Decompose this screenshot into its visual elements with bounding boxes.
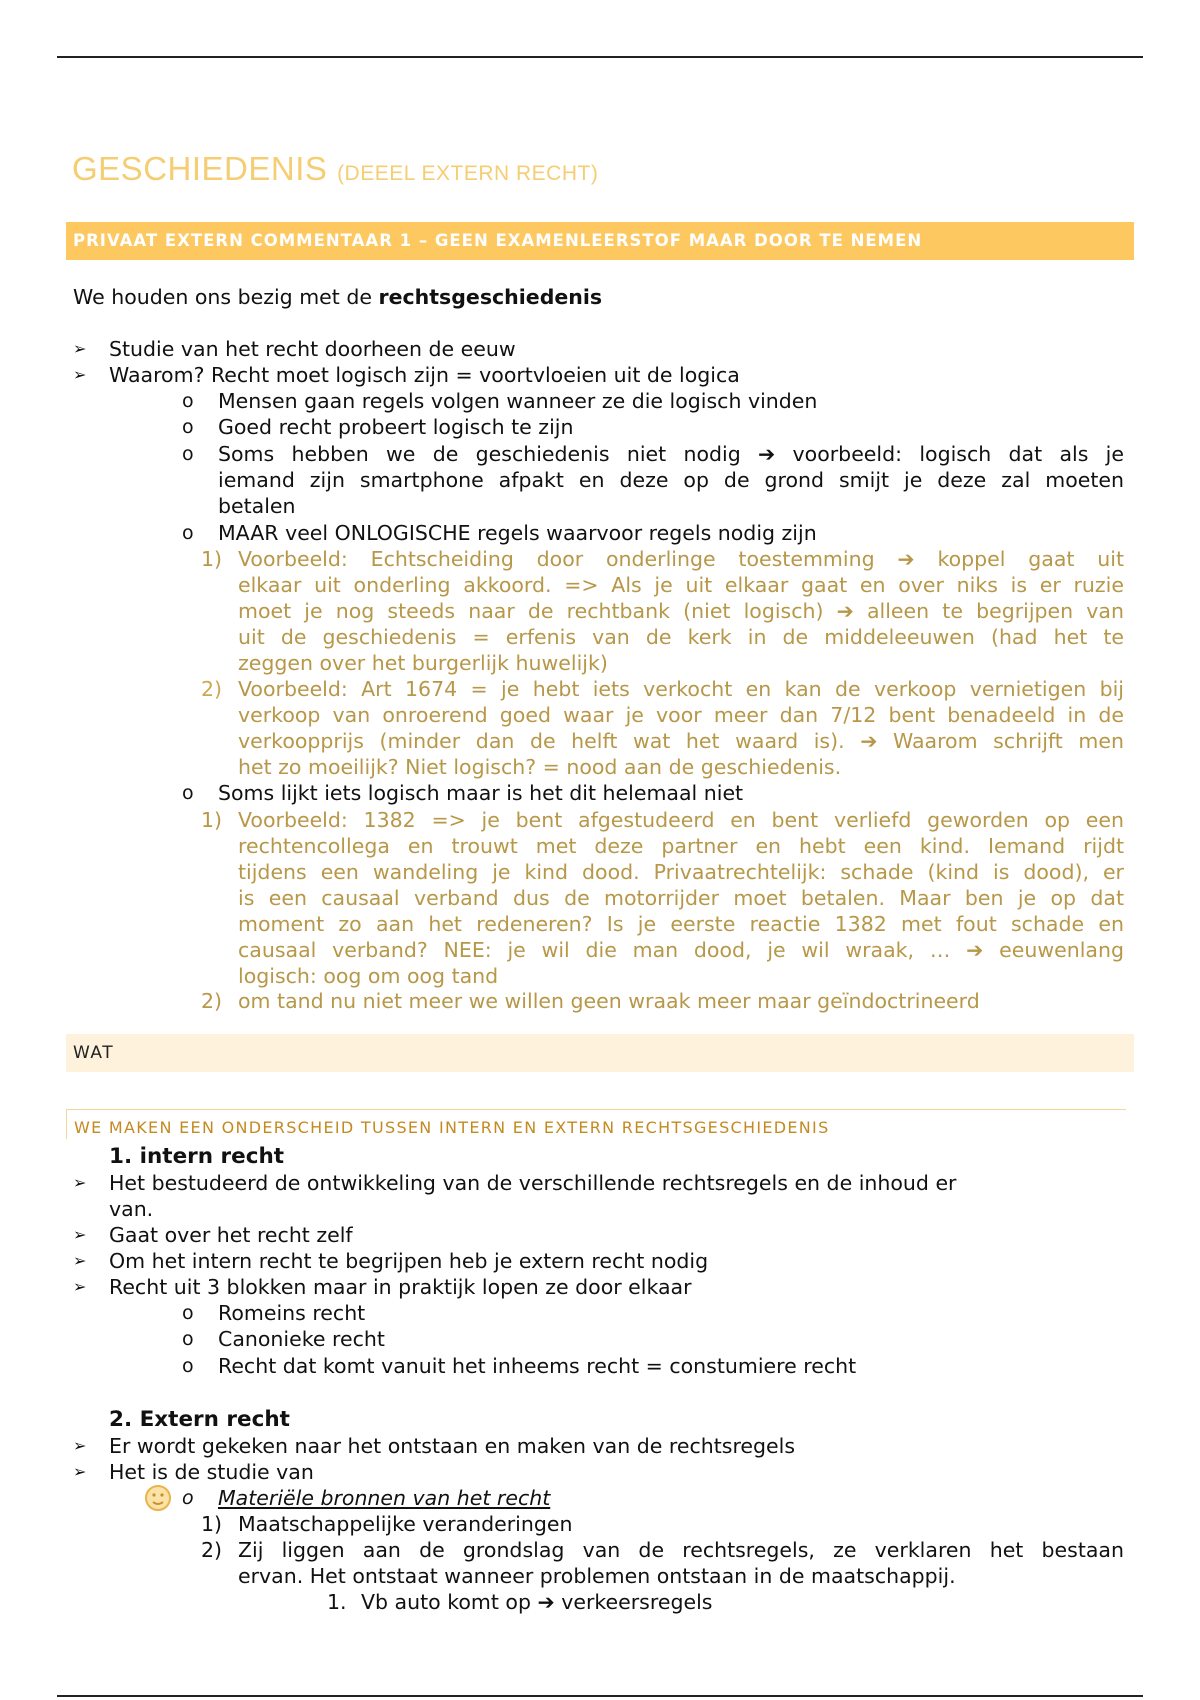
sub-bullet-icon: o [182,443,194,465]
list-item: Canonieke recht [218,1327,385,1351]
example-text: rechtencollega en trouwt met deze partner en hebt een kind. Iemand rijdt [238,834,1124,858]
list-item: Recht dat komt vanuit het inheems recht = constumiere recht [218,1354,857,1378]
arrow-icon: ➔ [836,599,854,623]
sub-bullet-icon: o [182,1487,194,1509]
example-text: moet je nog steeds naar de rechtbank (niet logisch) ➔ alleen te begrijpen van [238,599,1124,623]
list-item: Mensen gaan regels volgen wanneer ze die logisch vinden [218,389,818,413]
arrow-icon: ➔ [897,547,915,571]
bullet-icon: ➢ [73,1277,87,1296]
list-item: Soms lijkt iets logisch maar is het dit helemaal niet [218,781,744,805]
bullet-icon: ➢ [73,1251,87,1270]
example-text: Voorbeeld: 1382 => je bent afgestudeerd en bent verliefd geworden op een [238,808,1124,832]
list-item: Om het intern recht te begrijpen heb je extern recht nodig [109,1249,709,1273]
list-item: Romeins recht [218,1301,366,1325]
list-number: 1. [327,1590,347,1614]
example-text: Voorbeeld: Echtscheiding door onderlinge toestemming ➔ koppel gaat uit [238,547,1124,571]
sub-bullet-icon: o [182,782,194,804]
bottom-rule [57,1695,1143,1697]
sub-bullet-icon: o [182,416,194,438]
example-text: verkoopprijs (minder dan de helft wat het waard is). ➔ Waarom schrijft men [238,729,1124,753]
example-text: verkoop van onroerend goed waar je voor meer dan 7/12 bent benadeeld in de [238,703,1124,727]
page-title: GESCHIEDENIS (DEEEL EXTERN RECHT) [72,150,599,187]
example-text: logisch: oog om oog tand [238,964,499,988]
extern-heading: 2. Extern recht [109,1407,290,1432]
top-rule [57,56,1143,58]
bullet-icon: ➢ [73,1462,87,1481]
list-item: Er wordt gekeken naar het ontstaan en maken van de rechtsregels [109,1434,796,1458]
arrow-icon: ➔ [860,729,878,753]
sub-bullet-icon: o [182,1328,194,1350]
example-text: het zo moeilijk? Niet logisch? = nood aan de geschiedenis. [238,755,842,779]
list-item: Zij liggen aan de grondslag van de rechtsregels, ze verklaren het bestaan [238,1538,1124,1562]
bullet-icon: ➢ [73,1436,87,1455]
list-item: Studie van het recht doorheen de eeuw [109,337,516,361]
example-text: is een causaal verband dus de motorrijder moet betalen. Maar ben je op dat [238,886,1124,910]
section-heading-wat: WAT [66,1034,1134,1072]
list-item: Vb auto komt op ➔ verkeersregels [361,1590,713,1614]
list-number: 1) [201,808,223,832]
page-subtitle: (DEEEL EXTERN RECHT) [337,162,599,185]
list-item-continued: betalen [218,494,296,518]
list-item: Het bestudeerd de ontwikkeling van de verschillende rechtsregels en de inhoud er [109,1171,957,1195]
list-item: Waarom? Recht moet logisch zijn = voortvloeien uit de logica [109,363,740,387]
sub-bullet-icon: o [182,522,194,544]
list-item: Het is de studie van [109,1460,314,1484]
list-item-continued: van. [109,1197,154,1221]
example-text: causaal verband? NEE: je wil die man dood, je wil wraak, … ➔ eeuwenlang [238,938,1124,962]
example-text: om tand nu niet meer we willen geen wraak meer maar geïndoctrineerd [238,989,980,1013]
list-item-continued: ervan. Het ontstaat wanneer problemen ontstaan in de maatschappij. [238,1564,956,1588]
list-number: 2) [201,1538,223,1562]
smiley-comment-icon[interactable] [144,1483,172,1513]
bullet-icon: ➢ [73,365,87,384]
bullet-icon: ➢ [73,1225,87,1244]
example-text: Voorbeeld: Art 1674 = je hebt iets verkocht en kan de verkoop vernietigen bij [238,677,1124,701]
list-item: Gaat over het recht zelf [109,1223,353,1247]
list-item: Maatschappelijke veranderingen [238,1512,573,1536]
intro-paragraph: We houden ons bezig met de rechtsgeschiedenis [73,285,603,309]
sub-bullet-icon: o [182,390,194,412]
bullet-icon: ➢ [73,339,87,358]
arrow-icon: ➔ [537,1590,555,1614]
sub-bullet-icon: o [182,1355,194,1377]
list-number: 1) [201,547,223,571]
list-item: Recht uit 3 blokken maar in praktijk lopen ze door elkaar [109,1275,692,1299]
list-item: Materiële bronnen van het recht [218,1486,551,1510]
example-text: tijdens een wandeling je kind dood. Privaatrechtelijk: schade (kind is dood), er [238,860,1124,884]
example-text: elkaar uit onderling akkoord. => Als je uit elkaar gaat en over niks is er ruzie [238,573,1124,597]
bullet-icon: ➢ [73,1173,87,1192]
intern-heading: 1. intern recht [109,1144,285,1169]
list-item: Goed recht probeert logisch te zijn [218,415,574,439]
section-heading-main: PRIVAAT EXTERN COMMENTAAR 1 – GEEN EXAMENLEERSTOF MAAR DOOR TE NEMEN [66,222,1134,260]
list-number: 2) [201,677,223,701]
arrow-icon: ➔ [966,938,984,962]
section-heading-onderscheid: WE MAKEN EEN ONDERSCHEID TUSSEN INTERN EN EXTERN RECHTSGESCHIEDENIS [66,1109,1126,1139]
list-item: MAAR veel ONLOGISCHE regels waarvoor regels nodig zijn [218,521,817,545]
example-text: moment zo aan het redeneren? Is je eerste reactie 1382 met fout schade en [238,912,1124,936]
list-number: 2) [201,989,223,1013]
list-number: 1) [201,1512,223,1536]
sub-bullet-icon: o [182,1302,194,1324]
example-text: uit de geschiedenis = erfenis van de kerk in de middeleeuwen (had het te [238,625,1124,649]
arrow-icon: ➔ [758,442,776,466]
list-item: Soms hebben we de geschiedenis niet nodig ➔ voorbeeld: logisch dat als je [218,442,1124,466]
example-text: zeggen over het burgerlijk huwelijk) [238,651,608,675]
list-item-continued: iemand zijn smartphone afpakt en deze op de grond smijt je deze zal moeten [218,468,1124,492]
